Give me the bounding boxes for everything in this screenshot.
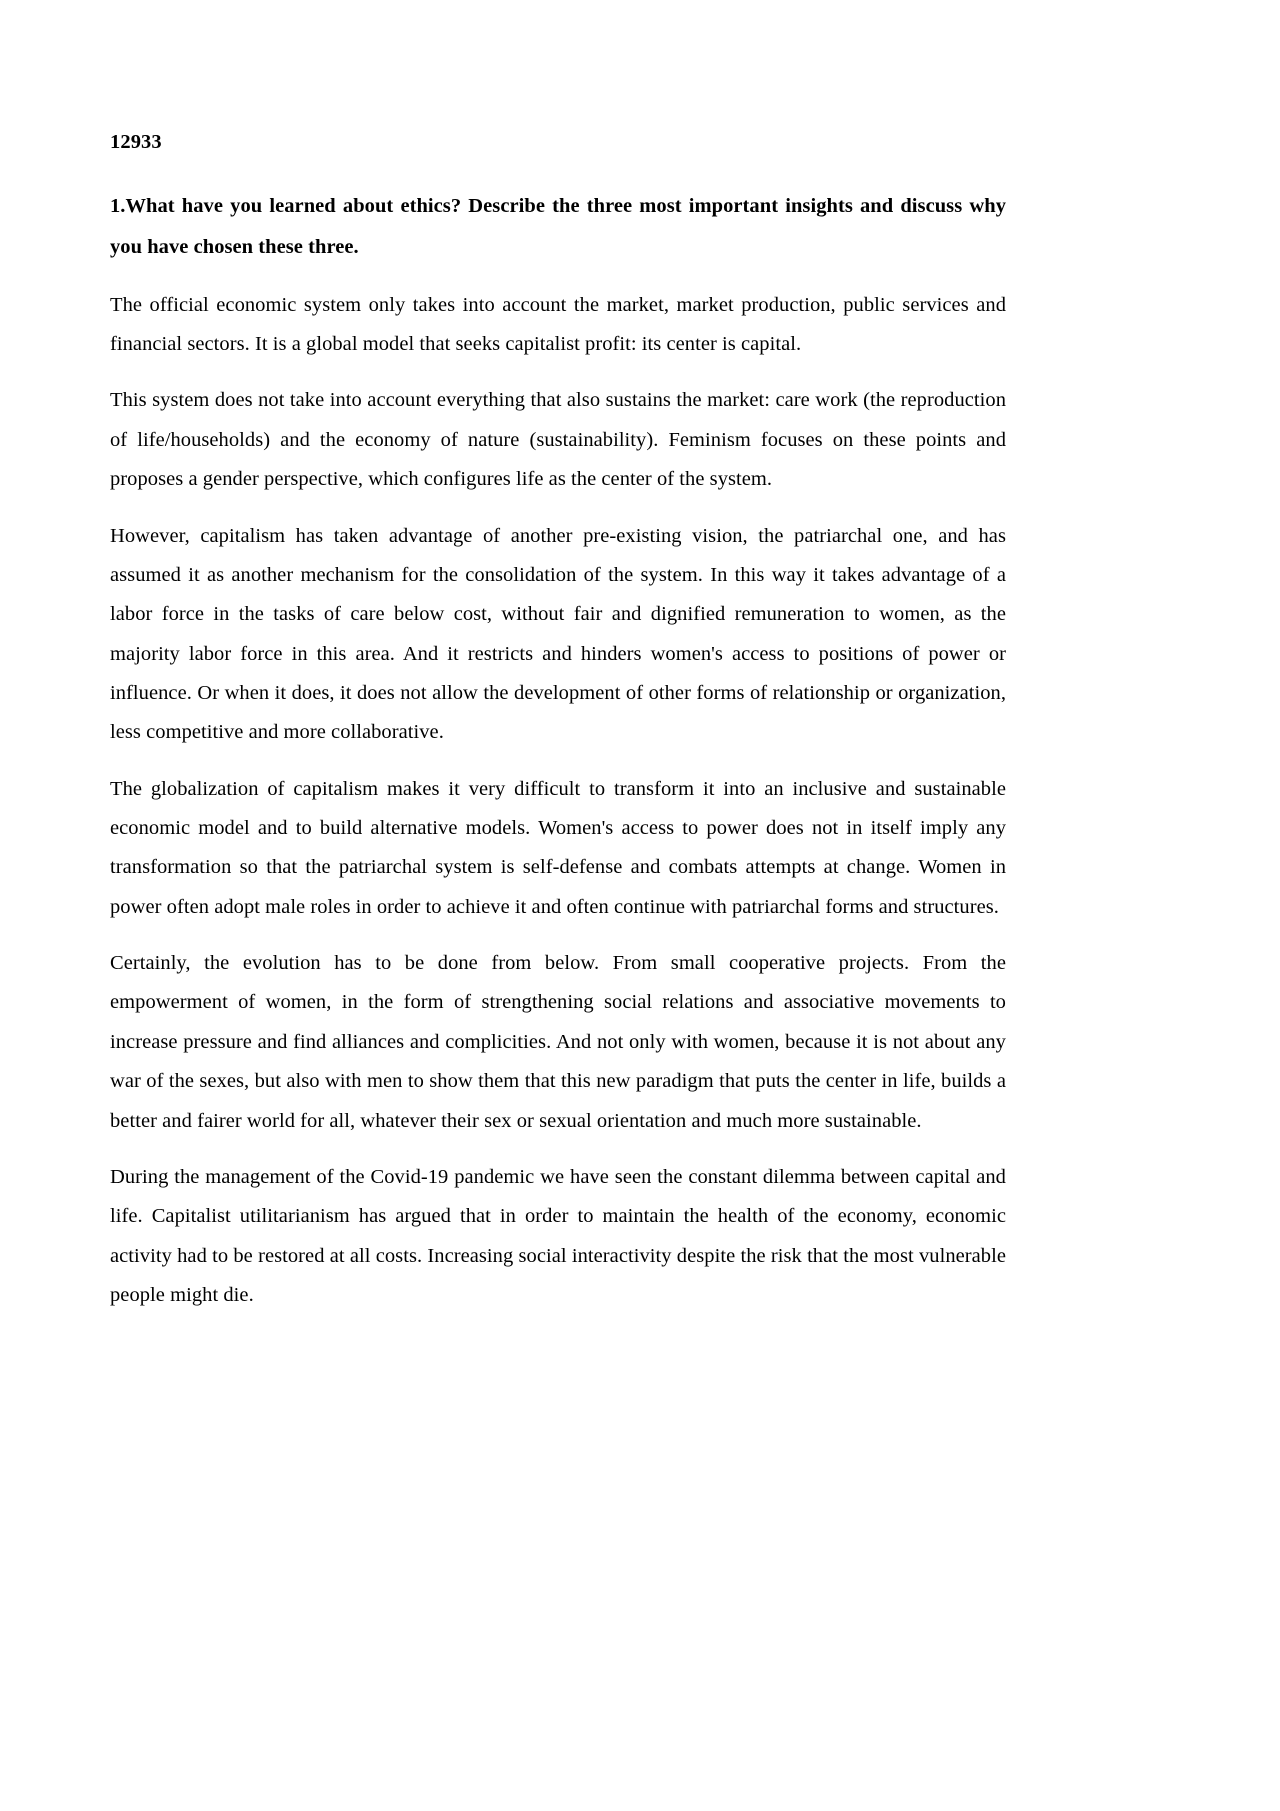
body-paragraph-6: During the management of the Covid-19 pandemic we have seen the constant dilemma between capital and life. Capitalist utilitarianism has argued that in order to maintain the health of the economy, economic activity had to be restored at all costs. Increasing social interactivity despite the risk that the most vulnerable people might die. xyxy=(110,1165,1006,1306)
body-paragraph-5: Certainly, the evolution has to be done from below. From small cooperative projects. From the empowerment of women, in the form of strengthening social relations and associative movements to increase pressure and find alliances and complicities. And not only with women, because it is not about any war of the sexes, but also with men to show them that this new paradigm that puts the center in life, builds a better and fairer world for all, whatever their sex or sexual orientation and much more sustainable. xyxy=(110,952,1006,1132)
body-paragraph-4: The globalization of capitalism makes it very difficult to transform it into an inclusive and sustainable economic model and to build alternative models. Women's access to power does not in itself imply any transformation so that the patriarchal system is self-defense and combats attempts at change. Women in power often adopt male roles in order to achieve it and often continue with patriarchal forms and structures. xyxy=(110,777,1006,918)
document-body xyxy=(110,128,1006,1315)
body-paragraph-2: This system does not take into account everything that also sustains the market: care work (the reproduction of life/households) and the economy of nature (sustainability). Feminism focuses on these points and proposes a gender perspective, which configures life as the center of the system. xyxy=(110,389,1006,491)
question-heading: 1.What have you learned about ethics? Describe the three most important insights and discuss why you have chosen these three. xyxy=(110,194,1006,258)
body-paragraph-3: However, capitalism has taken advantage of another pre-existing vision, the patriarchal one, and has assumed it as another mechanism for the consolidation of the system. In this way it takes advantage of a labor force in the tasks of care below cost, without fair and dignified remuneration to women, as the majority labor force in this area. And it restricts and hinders women's access to positions of power or influence. Or when it does, it does not allow the development of other forms of relationship or organization, less competitive and more collaborative. xyxy=(110,524,1006,744)
document-id: 12933 xyxy=(110,131,162,153)
body-paragraph-1: The official economic system only takes into account the market, market production, public services and financial sectors. It is a global model that seeks capitalist profit: its center is capital. xyxy=(110,293,1006,356)
